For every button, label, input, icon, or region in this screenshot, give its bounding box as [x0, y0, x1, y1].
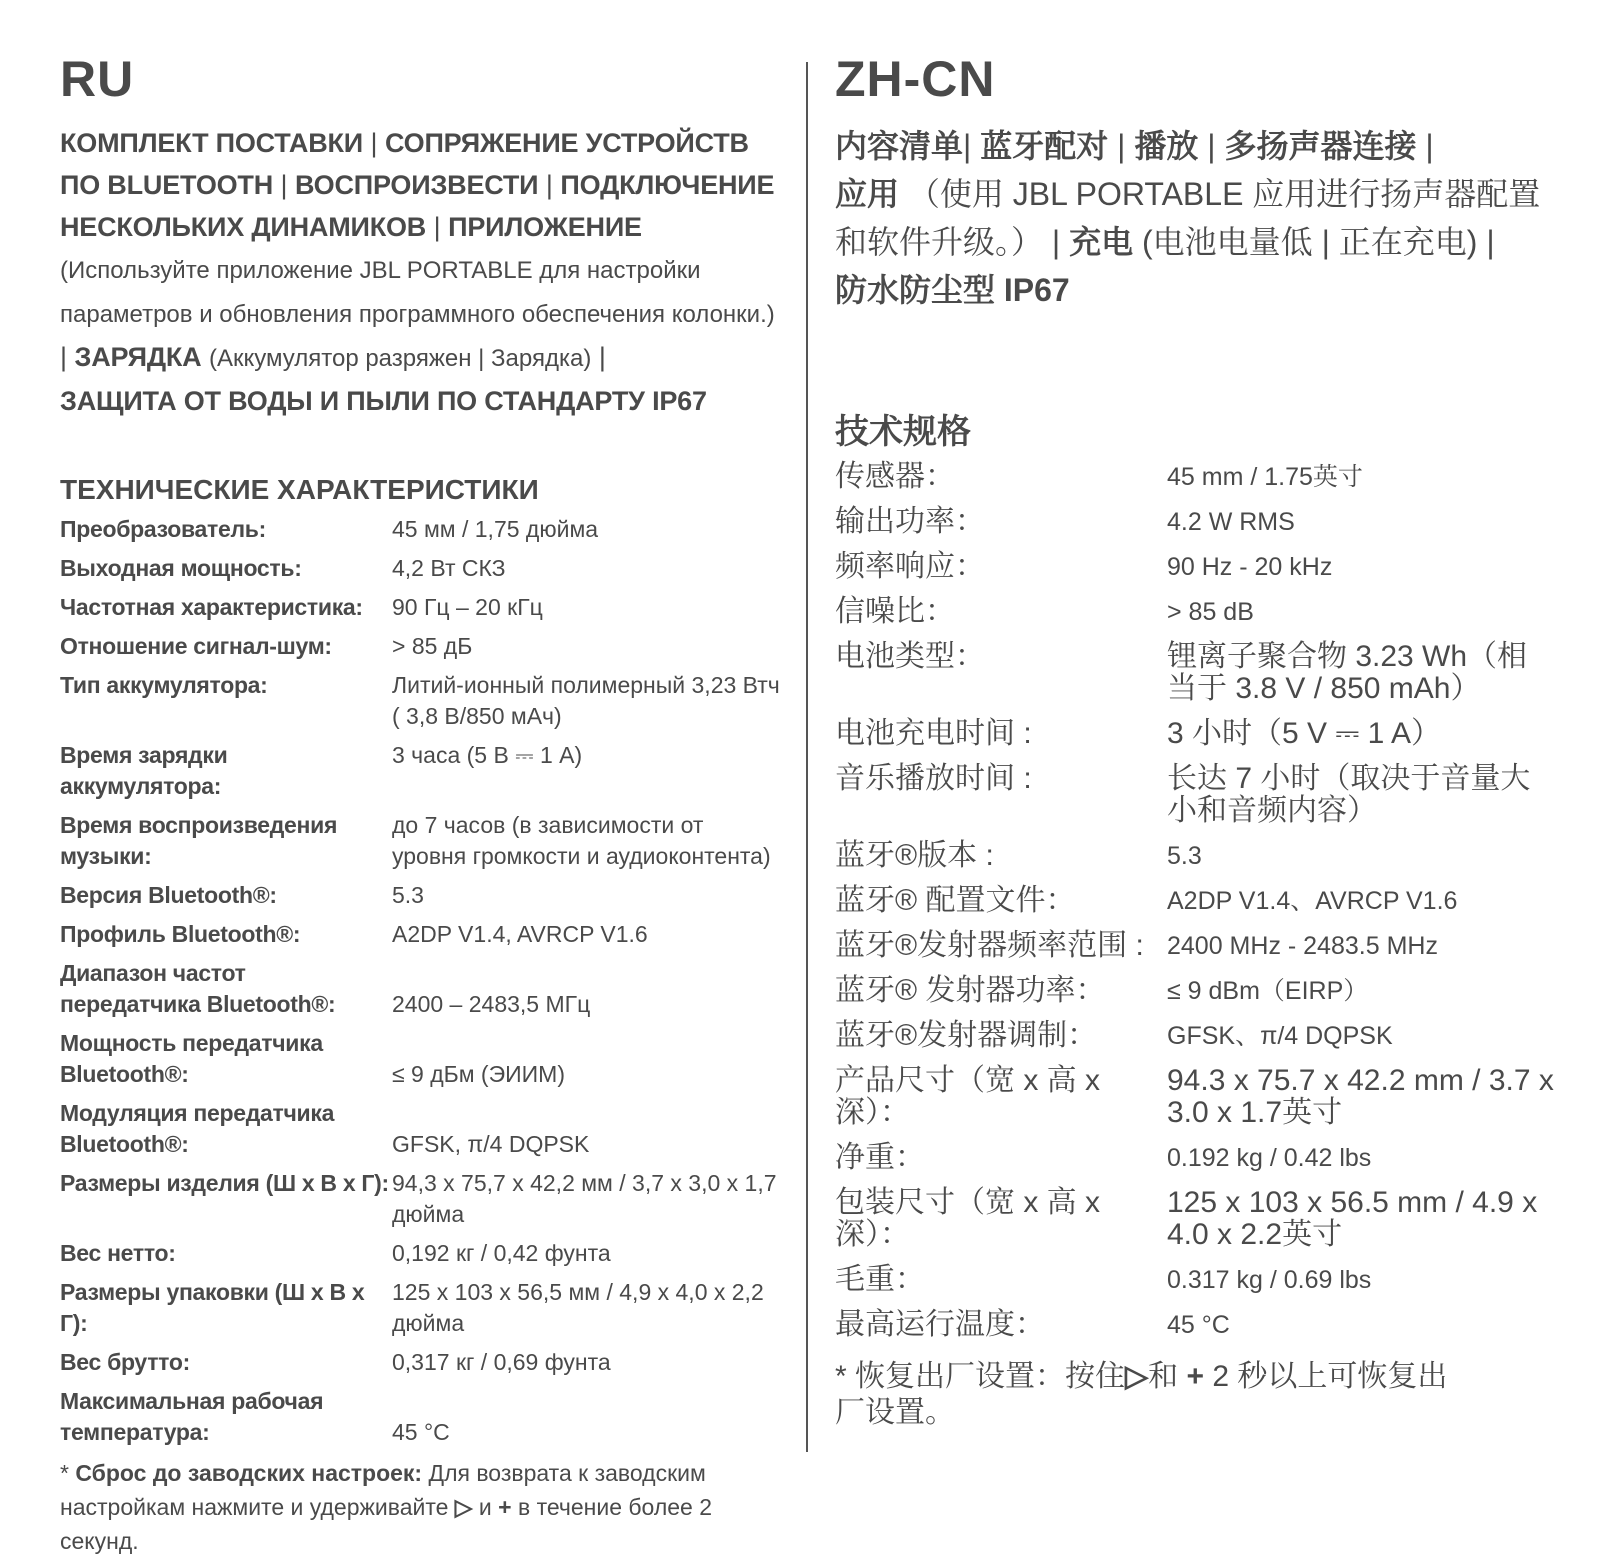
- spec-row: [60, 810, 780, 872]
- spec-key: Модуляция передатчика Bluetooth®:: [60, 1100, 335, 1157]
- spec-value: 45 °C: [1167, 1311, 1230, 1339]
- spec-value: 2400 – 2483,5 МГц: [392, 991, 591, 1017]
- spec-row: [60, 1028, 780, 1090]
- column-divider: [806, 62, 808, 1452]
- spec-value: > 85 дБ: [392, 633, 473, 659]
- spec-value: > 85 dB: [1167, 598, 1254, 626]
- spec-key: 蓝牙®发射器频率范围 :: [835, 929, 1144, 962]
- spec-value: 125 x 103 x 56.5 mm / 4.9 x 4.0 x 2.2英寸: [1167, 1186, 1538, 1251]
- spec-key: Версия Bluetooth®:: [60, 882, 277, 908]
- spec-row: [835, 975, 1555, 1007]
- spec-value: до 7 часов (в зависимости от уровня громкости и аудиоконтента): [392, 812, 771, 869]
- spec-key: Вес брутто:: [60, 1349, 190, 1375]
- spec-row: [60, 553, 780, 584]
- spec-row: [60, 880, 780, 911]
- spec-value: 4.2 W RMS: [1167, 508, 1295, 536]
- spec-value: Литий-ионный полимерный 3,23 Втч ( 3,8 В/850 мАч): [392, 672, 780, 729]
- spec-row: [835, 596, 1555, 628]
- play-icon: ▷: [1125, 1360, 1149, 1393]
- spec-key: Размеры изделия (Ш x В x Г):: [60, 1170, 389, 1196]
- zh-intro-charging-note: (电池电量低 | 正在充电): [1142, 224, 1478, 260]
- spec-value: 0,317 кг / 0,69 фунта: [392, 1349, 611, 1375]
- spec-value: 0.317 kg / 0.69 lbs: [1167, 1266, 1372, 1294]
- spec-value: A2DP V1.4、AVRCP V1.6: [1167, 887, 1458, 915]
- ru-intro-multispeaker: ПОДКЛЮЧЕНИЕ НЕСКОЛЬКИХ ДИНАМИКОВ: [60, 170, 775, 242]
- spec-value: 94,3 x 75,7 x 42,2 мм / 3,7 x 3,0 x 1,7 дюйма: [392, 1170, 777, 1227]
- spec-key: 电池类型：: [835, 640, 985, 673]
- ru-intro-app-note: (Используйте приложение JBL PORTABLE для настройки параметров и обновления программного обеспечения колонки.): [60, 257, 775, 328]
- spec-value: 2400 MHz - 2483.5 MHz: [1167, 932, 1438, 960]
- zh-intro-pairing: 蓝牙配对: [980, 128, 1109, 164]
- spec-row: [835, 763, 1555, 827]
- spec-row: [835, 641, 1555, 705]
- spec-row: [60, 592, 780, 623]
- spec-key: 蓝牙® 配置文件：: [835, 884, 1076, 917]
- ru-intro-charging: ЗАРЯДКА: [74, 342, 202, 372]
- zh-reset-and: 和: [1148, 1360, 1179, 1393]
- zh-intro-box-contents: 内容清单: [835, 128, 964, 164]
- spec-row: [835, 930, 1555, 962]
- spec-value: 5.3: [392, 882, 424, 908]
- spec-key: 净重：: [835, 1141, 925, 1174]
- spec-value: 90 Hz - 20 kHz: [1167, 553, 1333, 581]
- spec-key: 传感器：: [835, 460, 955, 493]
- zh-intro-play: 播放: [1134, 128, 1199, 164]
- spec-key: Тип аккумулятора:: [60, 672, 268, 698]
- spec-row: [835, 461, 1555, 493]
- spec-row: [60, 1347, 780, 1378]
- plus-icon: +: [498, 1494, 512, 1520]
- spec-value: 3 часа (5 В ⎓ 1 А): [392, 742, 583, 768]
- spec-value: ≤ 9 dBm（EIRP）: [1167, 977, 1369, 1005]
- spec-key: Отношение сигнал-шум:: [60, 633, 332, 659]
- spec-row: [60, 514, 780, 545]
- spec-row: [60, 1277, 780, 1339]
- spec-value: 90 Гц – 20 кГц: [392, 594, 543, 620]
- spec-key: Профиль Bluetooth®:: [60, 921, 301, 947]
- spec-value: GFSK, π/4 DQPSK: [392, 1131, 590, 1157]
- spec-key: Диапазон частот передатчика Bluetooth®:: [60, 960, 336, 1017]
- zh-intro-ip67: 防水防尘型 IP67: [835, 272, 1070, 308]
- spec-key: Время зарядки аккумулятора:: [60, 742, 228, 799]
- spec-value: 0,192 кг / 0,42 фунта: [392, 1240, 611, 1266]
- spec-value: 锂离子聚合物 3.23 Wh（相当于 3.8 V / 850 mAh）: [1167, 640, 1528, 705]
- ru-reset-text-a: Для возврата к заводским настройкам нажмите и удерживайте: [60, 1460, 706, 1520]
- ru-intro-ip67: ЗАЩИТА ОТ ВОДЫ И ПЫЛИ ПО СТАНДАРТУ IP67: [60, 386, 707, 416]
- spec-key: Время воспроизведения музыки:: [60, 812, 338, 869]
- ru-reset-label: Сброс до заводских настроек:: [75, 1460, 423, 1486]
- spec-row: [60, 1098, 780, 1160]
- spec-key: Максимальная рабочая температура:: [60, 1388, 324, 1445]
- spec-row: [60, 1386, 780, 1448]
- spec-key: 最高运行温度：: [835, 1308, 1045, 1341]
- zh-column: [835, 50, 1555, 1431]
- spec-value: 45 °C: [392, 1419, 450, 1445]
- spec-value: ≤ 9 дБм (ЭИИМ): [392, 1061, 565, 1087]
- spec-row: [835, 506, 1555, 538]
- spec-value: 5.3: [1167, 842, 1202, 870]
- spec-value: 0.192 kg / 0.42 lbs: [1167, 1144, 1372, 1172]
- play-icon: ▷: [454, 1494, 473, 1520]
- ru-intro-play: ВОСПРОИЗВЕСТИ: [295, 170, 539, 200]
- spec-key: Преобразователь:: [60, 516, 266, 542]
- spec-key: 音乐播放时间 :: [835, 762, 1032, 795]
- spec-row: [835, 718, 1555, 750]
- spec-row: [835, 1187, 1555, 1251]
- spec-key: 蓝牙®发射器调制：: [835, 1019, 1098, 1052]
- spec-row: [835, 551, 1555, 583]
- spec-key: Размеры упаковки (Ш x В x Г):: [60, 1279, 365, 1336]
- spec-row: [835, 840, 1555, 872]
- spec-key: 输出功率：: [835, 505, 985, 538]
- spec-key: 产品尺寸（宽 x 高 x 深）：: [835, 1064, 1101, 1129]
- ru-spec-title: ТЕХНИЧЕСКИЕ ХАРАКТЕРИСТИКИ: [60, 474, 539, 505]
- spec-value: 125 x 103 x 56,5 мм / 4,9 x 4,0 x 2,2 дюйма: [392, 1279, 764, 1336]
- zh-reset-note: [835, 1359, 1455, 1431]
- zh-intro-app-note: （使用 JBL PORTABLE 应用进行扬声器配置和软件升级。）: [835, 176, 1541, 260]
- spec-key: 包装尺寸（宽 x 高 x 深）：: [835, 1186, 1101, 1251]
- zh-intro: 内容清单| 蓝牙配对 | 播放 | 多扬声器连接 | 应用 （使用 JBL PORTABLE 应用进行扬声器配置和软件升级。） | 充电 (电池电量低 | 正在充电) | 防水防尘型 IP67: [835, 128, 1541, 308]
- spec-value: 长达 7 小时（取决于音量大小和音频内容）: [1167, 762, 1531, 827]
- spec-key: 电池充电时间 :: [835, 717, 1032, 750]
- zh-intro-charging: 充电: [1069, 224, 1134, 260]
- spec-value: 3 小时（5 V ⎓ 1 A）: [1167, 717, 1442, 750]
- spec-row: [60, 958, 780, 1020]
- spec-key: 毛重：: [835, 1263, 925, 1296]
- spec-row: [835, 1065, 1555, 1129]
- spec-key: Выходная мощность:: [60, 555, 302, 581]
- note-asterisk: *: [60, 1460, 69, 1486]
- spec-row: [835, 1264, 1555, 1296]
- spec-key: Мощность передатчика Bluetooth®:: [60, 1030, 323, 1087]
- spec-key: Вес нетто:: [60, 1240, 176, 1266]
- spec-row: [60, 1168, 780, 1230]
- ru-intro-box-contents: КОМПЛЕКТ ПОСТАВКИ: [60, 128, 363, 158]
- spec-key: Частотная характеристика:: [60, 594, 363, 620]
- zh-spec-table: [835, 461, 1555, 1341]
- spec-row: [60, 631, 780, 662]
- spec-row: [60, 740, 780, 802]
- zh-intro-app: 应用: [835, 176, 900, 212]
- zh-reset-text-b: 2 秒以上可恢复出厂设置。: [835, 1360, 1448, 1429]
- spec-value: GFSK、π/4 DQPSK: [1167, 1022, 1393, 1050]
- spec-row: [835, 1020, 1555, 1052]
- spec-row: [60, 919, 780, 950]
- zh-intro-multispeaker: 多扬声器连接: [1224, 128, 1417, 164]
- spec-key: 频率响应：: [835, 550, 985, 583]
- spec-value: 94.3 x 75.7 x 42.2 mm / 3.7 x 3.0 x 1.7英寸: [1167, 1064, 1554, 1129]
- zh-reset-text-a: 恢复出厂设置：按住: [855, 1360, 1126, 1393]
- ru-reset-and: и: [478, 1494, 492, 1520]
- spec-key: 蓝牙® 发射器功率：: [835, 974, 1106, 1007]
- spec-value: 4,2 Вт СКЗ: [392, 555, 506, 581]
- zh-language-heading: ZH-CN: [835, 51, 996, 107]
- ru-intro-pairing: СОПРЯЖЕНИЕ УСТРОЙСТВ ПО BLUETOOTH: [60, 128, 749, 200]
- spec-value: A2DP V1.4, AVRCP V1.6: [392, 921, 648, 947]
- spec-key: 蓝牙®版本 :: [835, 839, 994, 872]
- spec-row: [835, 1142, 1555, 1174]
- ru-language-heading: RU: [60, 51, 135, 107]
- zh-spec-title: 技术规格: [835, 413, 971, 451]
- note-asterisk: *: [835, 1360, 847, 1393]
- spec-row: [60, 670, 780, 732]
- ru-intro-app: ПРИЛОЖЕНИЕ: [448, 212, 642, 242]
- spec-value: 45 mm / 1.75英寸: [1167, 463, 1363, 491]
- ru-column: [60, 50, 780, 1558]
- ru-intro: КОМПЛЕКТ ПОСТАВКИ | СОПРЯЖЕНИЕ УСТРОЙСТВ ПО BLUETOOTH | ВОСПРОИЗВЕСТИ | ПОДКЛЮЧЕНИЕ НЕСКОЛЬКИХ ДИНАМИКОВ | ПРИЛОЖЕНИЕ (Используйте приложение JBL PORTABLE для настройки параметров и обновления программного обеспечения колонки.) | ЗАРЯДКА (Аккумулятор разряжен | Зарядка) | ЗАЩИТА ОТ ВОДЫ И ПЫЛИ ПО СТАНДАРТУ IP67: [60, 128, 775, 416]
- ru-intro-charging-note: (Аккумулятор разряжен | Зарядка): [209, 345, 592, 372]
- spec-row: [835, 1309, 1555, 1341]
- spec-row: [835, 885, 1555, 917]
- spec-key: 信噪比：: [835, 595, 955, 628]
- spec-row: [60, 1238, 780, 1269]
- ru-reset-note: [60, 1456, 780, 1558]
- ru-reset-text-b: в течение более 2 секунд.: [60, 1494, 713, 1554]
- plus-icon: +: [1186, 1360, 1204, 1393]
- ru-spec-table: [60, 514, 780, 1448]
- spec-value: 45 мм / 1,75 дюйма: [392, 516, 599, 542]
